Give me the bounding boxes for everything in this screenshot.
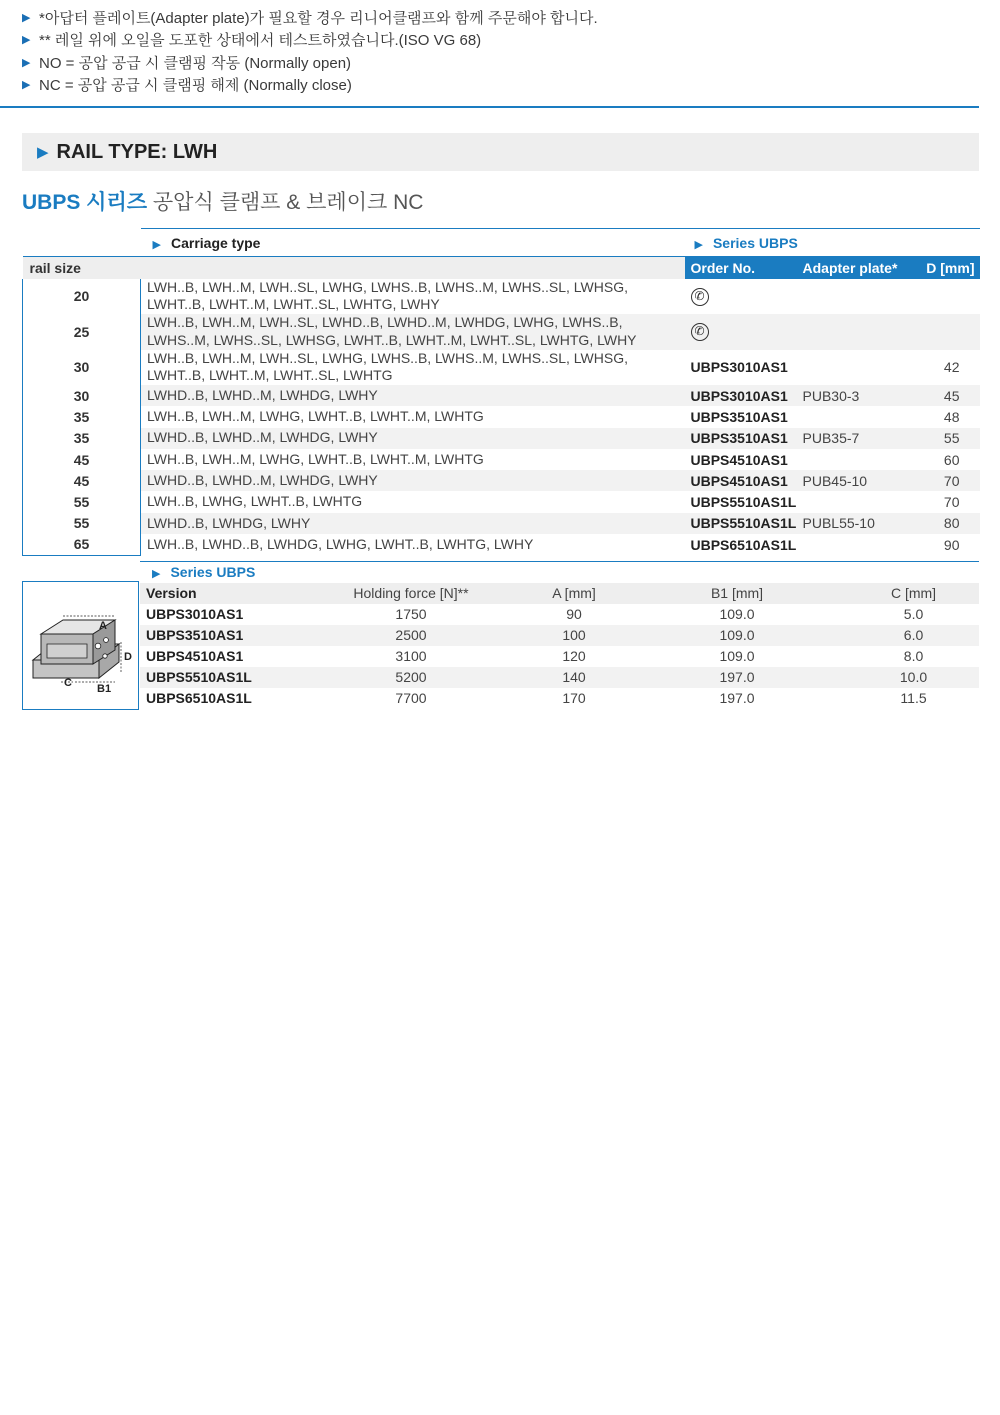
rail-size: 45 xyxy=(23,470,141,491)
section-heading xyxy=(22,186,423,216)
adapter-plate: PUB45-10 xyxy=(797,470,917,491)
a-value: 90 xyxy=(566,606,582,622)
holding-force: 3100 xyxy=(395,648,427,664)
rail-type-title: RAIL TYPE: LWH xyxy=(56,140,218,163)
d-value: 60 xyxy=(943,451,960,468)
d-value: 90 xyxy=(943,536,960,553)
rail-size: 25 xyxy=(23,314,141,350)
note-item xyxy=(22,51,982,74)
holding-force-header: Holding force [N]** xyxy=(300,583,522,604)
carriage-types: LWH..B, LWH..M, LWHG, LWHT..B, LWHT..M, LWHTG xyxy=(147,450,484,467)
carriage-type-label: Carriage type xyxy=(170,234,261,251)
table-row xyxy=(23,428,980,449)
rail-size: 20 xyxy=(23,279,141,315)
adapter-plate: PUBL55-10 xyxy=(797,513,917,534)
c-value: 6.0 xyxy=(848,625,979,646)
note-text: ** 레일 위에 오일을 도포한 상태에서 테스트하였습니다.(ISO VG 68) xyxy=(39,32,482,50)
order-no: UBPS3010AS1 xyxy=(685,385,797,406)
b1-value: 109.0 xyxy=(719,606,755,622)
b1-value: 109.0 xyxy=(719,648,755,664)
adapter-plate xyxy=(797,491,917,512)
label-c: C xyxy=(64,677,72,689)
b1-value: 197.0 xyxy=(626,667,848,688)
table-row xyxy=(23,534,980,555)
a-value: 140 xyxy=(522,667,626,688)
triangle-bullet-icon: ▶ xyxy=(22,11,31,24)
carriage-types: LWH..B, LWHG, LWHT..B, LWHTG xyxy=(147,493,363,510)
adapter-plate xyxy=(797,350,917,386)
carriage-types: LWH..B, LWH..M, LWH..SL, LWHG, LWHS..B, LWHS..M, LWHS..SL, LWHSG, LWHT..B, LWHT..M, LWHT..SL, LWHTG, LWHY xyxy=(147,278,628,313)
table-row xyxy=(140,604,979,625)
b1-header: B1 [mm] xyxy=(626,583,848,604)
b1-value: 197.0 xyxy=(719,690,755,706)
rail-type-bar xyxy=(22,133,979,171)
series-table xyxy=(140,561,979,709)
carriage-types: LWHD..B, LWHD..M, LWHDG, LWHY xyxy=(141,428,685,449)
clamp-diagram xyxy=(23,582,138,709)
table-row xyxy=(23,470,980,491)
carriage-types: LWH..B, LWH..M, LWHG, LWHT..B, LWHT..M, LWHTG xyxy=(147,408,484,425)
adapter-plate: PUB35-7 xyxy=(797,428,917,449)
table-header-row xyxy=(140,583,979,604)
carriage-table xyxy=(22,228,980,556)
d-value: 45 xyxy=(917,385,980,406)
a-header: A [mm] xyxy=(522,583,626,604)
carriage-type-header xyxy=(141,229,685,257)
c-value: 11.5 xyxy=(900,690,927,706)
carriage-types: LWH..B, LWHD..B, LWHDG, LWHG, LWHT..B, LWHTG, LWHY xyxy=(147,535,534,552)
order-no: UBPS4510AS1 xyxy=(685,470,797,491)
series-name: UBPS 시리즈 xyxy=(22,191,148,214)
d-value: 80 xyxy=(917,513,980,534)
series-header xyxy=(140,562,979,583)
table-row xyxy=(140,625,979,646)
version: UBPS3010AS1 xyxy=(146,606,244,622)
adapter-plate: PUB30-3 xyxy=(797,385,917,406)
holding-force: 2500 xyxy=(300,625,522,646)
d-value: 70 xyxy=(943,494,960,511)
rail-size: 55 xyxy=(23,513,141,534)
d-value: 55 xyxy=(917,428,980,449)
carriage-types: LWH..B, LWH..M, LWH..SL, LWHD..B, LWHD..M, LWHDG, LWHG, LWHS..B, LWHS..M, LWHS..SL, LWHSG, LWHT..B, LWHT..M, LWHT..SL, LWHTG, LWHY xyxy=(141,314,685,350)
note-text: *아답터 플레이트(Adapter plate)가 필요할 경우 리니어클램프와 함께 주문해야 합니다. xyxy=(39,9,598,27)
carriage-types: LWHD..B, LWHD..M, LWHDG, LWHY xyxy=(141,470,685,491)
adapter-plate-header: Adapter plate* xyxy=(797,257,917,279)
c-value: 8.0 xyxy=(903,648,924,664)
divider xyxy=(0,106,979,108)
note-text: NC = 공압 공급 시 클램핑 해제 (Normally close) xyxy=(39,77,352,95)
label-d: D xyxy=(124,651,132,663)
version-header: Version xyxy=(140,583,300,604)
series-label: Series UBPS xyxy=(712,234,798,251)
series-label: Series UBPS xyxy=(170,564,256,581)
triangle-bullet-icon: ▶ xyxy=(22,56,31,69)
d-value: 48 xyxy=(943,408,960,425)
notes-list xyxy=(22,6,982,96)
rail-size: 30 xyxy=(23,385,141,406)
order-no-header: Order No. xyxy=(685,257,797,279)
triangle-icon: ▶ xyxy=(152,568,161,581)
rail-size-header: rail size xyxy=(23,257,141,279)
rail-size: 65 xyxy=(23,534,141,555)
table-row xyxy=(140,688,979,709)
version: UBPS5510AS1L xyxy=(140,667,300,688)
adapter-plate xyxy=(797,534,917,555)
version: UBPS4510AS1 xyxy=(146,648,244,664)
table-row xyxy=(23,279,980,315)
label-b1: B1 xyxy=(97,683,112,695)
phone-icon: ✆ xyxy=(691,288,709,306)
note-text: NO = 공압 공급 시 클램핑 작동 (Normally open) xyxy=(39,54,352,72)
triangle-icon: ▶ xyxy=(694,238,703,251)
rail-size: 45 xyxy=(23,449,141,470)
adapter-plate xyxy=(797,406,917,427)
a-value: 120 xyxy=(562,648,586,664)
table-row xyxy=(140,646,979,667)
rail-size: 55 xyxy=(23,491,141,512)
table-row xyxy=(23,385,980,406)
rail-size: 35 xyxy=(23,406,141,427)
order-no: UBPS5510AS1L xyxy=(690,494,797,511)
d-value: 42 xyxy=(943,359,960,376)
triangle-bullet-icon: ▶ xyxy=(22,34,31,47)
label-a: A xyxy=(99,620,107,632)
triangle-icon: ▶ xyxy=(152,238,161,251)
order-no: UBPS3010AS1 xyxy=(690,359,788,376)
carriage-types: LWHD..B, LWHDG, LWHY xyxy=(141,513,685,534)
c-value: 10.0 xyxy=(848,667,979,688)
order-no: UBPS5510AS1L xyxy=(685,513,797,534)
order-no: UBPS6510AS1L xyxy=(690,536,797,553)
note-item xyxy=(22,29,982,52)
holding-force: 5200 xyxy=(300,667,522,688)
phone-icon: ✆ xyxy=(691,323,709,341)
c-value: 5.0 xyxy=(903,606,924,622)
adapter-plate xyxy=(797,449,917,470)
table-row xyxy=(23,350,980,386)
a-value: 170 xyxy=(562,690,586,706)
a-value: 100 xyxy=(522,625,626,646)
rail-size: 30 xyxy=(23,350,141,386)
carriage-types: LWHD..B, LWHD..M, LWHDG, LWHY xyxy=(141,385,685,406)
holding-force: 7700 xyxy=(395,690,427,706)
rail-size: 35 xyxy=(23,428,141,449)
table-row xyxy=(23,406,980,427)
holding-force: 1750 xyxy=(395,606,427,622)
table-row xyxy=(140,667,979,688)
note-item xyxy=(22,74,982,97)
table-row xyxy=(23,491,980,512)
series-header xyxy=(685,229,980,257)
series-description: 공압식 클램프 & 브레이크 NC xyxy=(152,191,424,214)
triangle-icon: ▶ xyxy=(37,144,49,161)
table-row xyxy=(23,513,980,534)
order-no: UBPS4510AS1 xyxy=(690,451,788,468)
order-no: UBPS3510AS1 xyxy=(690,408,788,425)
table-row xyxy=(23,314,980,350)
b1-value: 109.0 xyxy=(626,625,848,646)
d-header: D [mm] xyxy=(917,257,980,279)
clamp-diagram-box xyxy=(22,581,139,710)
note-item xyxy=(22,6,982,29)
version: UBPS6510AS1L xyxy=(146,690,252,706)
carriage-types: LWH..B, LWH..M, LWH..SL, LWHG, LWHS..B, LWHS..M, LWHS..SL, LWHSG, LWHT..B, LWHT..M, LWHT..SL, LWHTG xyxy=(147,349,628,384)
d-value: 70 xyxy=(917,470,980,491)
table-row xyxy=(23,449,980,470)
triangle-bullet-icon: ▶ xyxy=(22,79,31,92)
order-no: UBPS3510AS1 xyxy=(685,428,797,449)
c-header: C [mm] xyxy=(848,583,979,604)
version: UBPS3510AS1 xyxy=(140,625,300,646)
